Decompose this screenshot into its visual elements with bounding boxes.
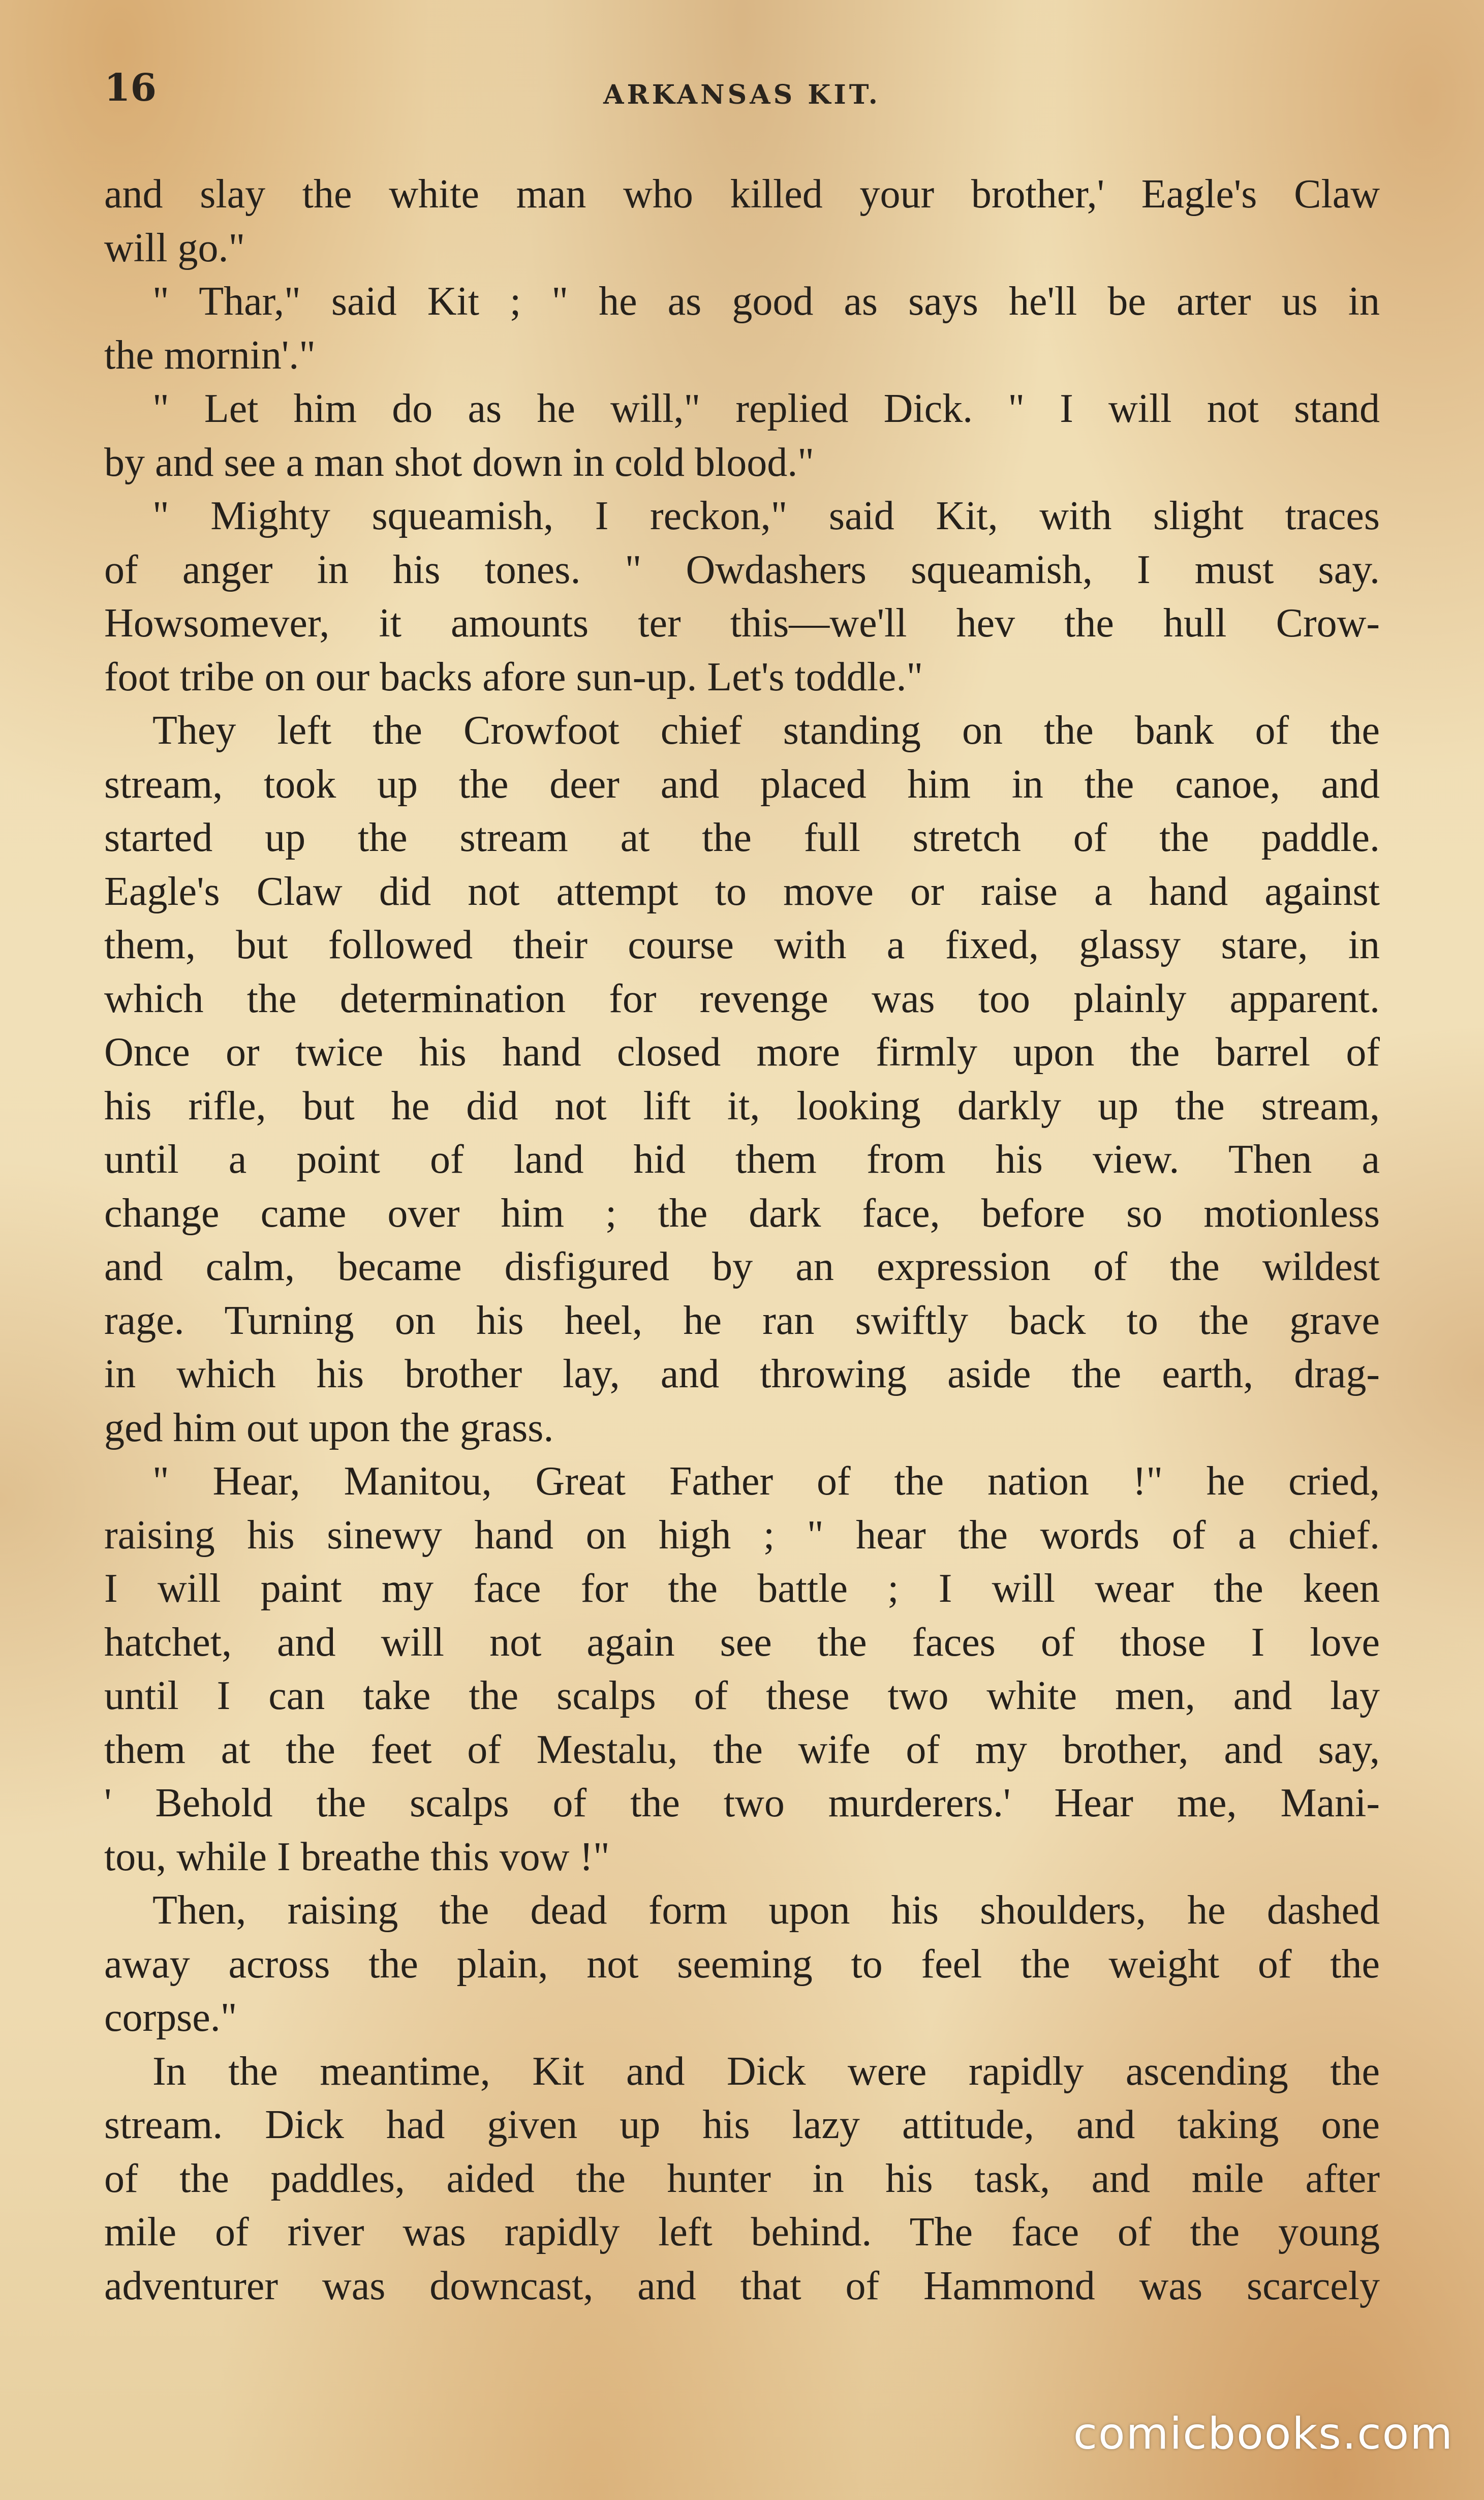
text-line: and calm, became disfigured by an expression of the wildest: [104, 1244, 1380, 1289]
text-line: hatchet, and will not again see the faces of those I love: [104, 1620, 1380, 1665]
text-line: away across the plain, not seeming to feel the weight of the: [104, 1941, 1380, 1987]
text-line: by and see a man shot down in cold blood.": [104, 440, 814, 485]
text-line: in which his brother lay, and throwing aside the earth, drag-: [104, 1352, 1380, 1396]
text-line: stream, took up the deer and placed him in the canoe, and: [104, 761, 1380, 807]
watermark: comicbooks.com: [1073, 2408, 1454, 2459]
text-line: " Let him do as he will," replied Dick. " I will not stand: [152, 386, 1380, 431]
text-line: until a point of land hid them from his view. Then a: [104, 1137, 1380, 1182]
text-line: ' Behold the scalps of the two murderers.' Hear me, Mani-: [104, 1781, 1380, 1825]
text-line: them, but followed their course with a fixed, glassy stare, in: [104, 923, 1380, 967]
text-line: adventurer was downcast, and that of Hammond was scarcely: [104, 2263, 1380, 2308]
text-line: will go.": [104, 225, 245, 270]
text-line: until I can take the scalps of these two white men, and lay: [104, 1673, 1380, 1718]
text-line: They left the Crowfoot chief standing on the bank of the: [152, 708, 1380, 753]
text-line: stream. Dick had given up his lazy attitude, and taking one: [104, 2102, 1380, 2147]
text-line: started up the stream at the full stretch of the paddle.: [104, 815, 1380, 860]
page-number: 16: [104, 66, 157, 110]
text-line: which the determination for revenge was too plainly apparent.: [104, 976, 1380, 1021]
text-line: change came over him ; the dark face, before so motionless: [104, 1191, 1380, 1236]
text-line: corpse.": [104, 1995, 237, 2040]
text-line: " Mighty squeamish, I reckon," said Kit, with slight traces: [152, 494, 1380, 538]
text-line: foot tribe on our backs afore sun-up. Let's toddle.": [104, 654, 923, 699]
text-line: Once or twice his hand closed more firmly upon the barrel of: [104, 1030, 1380, 1075]
text-line: ged him out upon the grass.: [104, 1405, 554, 1450]
text-line: Howsomever, it amounts ter this—we'll hev the hull Crow-: [104, 601, 1380, 646]
page-header: [104, 66, 1380, 122]
text-line: of anger in his tones. " Owdashers squeamish, I must say.: [104, 547, 1380, 592]
text-line: Then, raising the dead form upon his shoulders, he dashed: [152, 1888, 1380, 1933]
body-text: [104, 168, 1380, 2313]
running-head: ARKANSAS KIT.: [603, 79, 881, 110]
text-line: " Thar," said Kit ; " he as good as says he'll be arter us in: [152, 279, 1380, 324]
text-line: " Hear, Manitou, Great Father of the nation !" he cried,: [152, 1459, 1380, 1504]
text-line: of the paddles, aided the hunter in his task, and mile after: [104, 2156, 1380, 2201]
text-line: I will paint my face for the battle ; I will wear the keen: [104, 1566, 1380, 1611]
text-line: Eagle's Claw did not attempt to move or raise a hand against: [104, 869, 1380, 914]
text-line: tou, while I breathe this vow !": [104, 1834, 610, 1879]
text-line: the mornin'.": [104, 332, 316, 378]
text-line: In the meantime, Kit and Dick were rapidly ascending the: [152, 2049, 1380, 2094]
text-line: his rifle, but he did not lift it, looking darkly up the stream,: [104, 1083, 1380, 1129]
text-line: mile of river was rapidly left behind. The face of the young: [104, 2210, 1380, 2254]
text-line: raising his sinewy hand on high ; " hear the words of a chief.: [104, 1512, 1380, 1558]
text-line: them at the feet of Mestalu, the wife of my brother, and say,: [104, 1727, 1380, 1772]
text-line: rage. Turning on his heel, he ran swiftly back to the grave: [104, 1298, 1380, 1343]
text-line: and slay the white man who killed your brother,' Eagle's Claw: [104, 172, 1380, 217]
